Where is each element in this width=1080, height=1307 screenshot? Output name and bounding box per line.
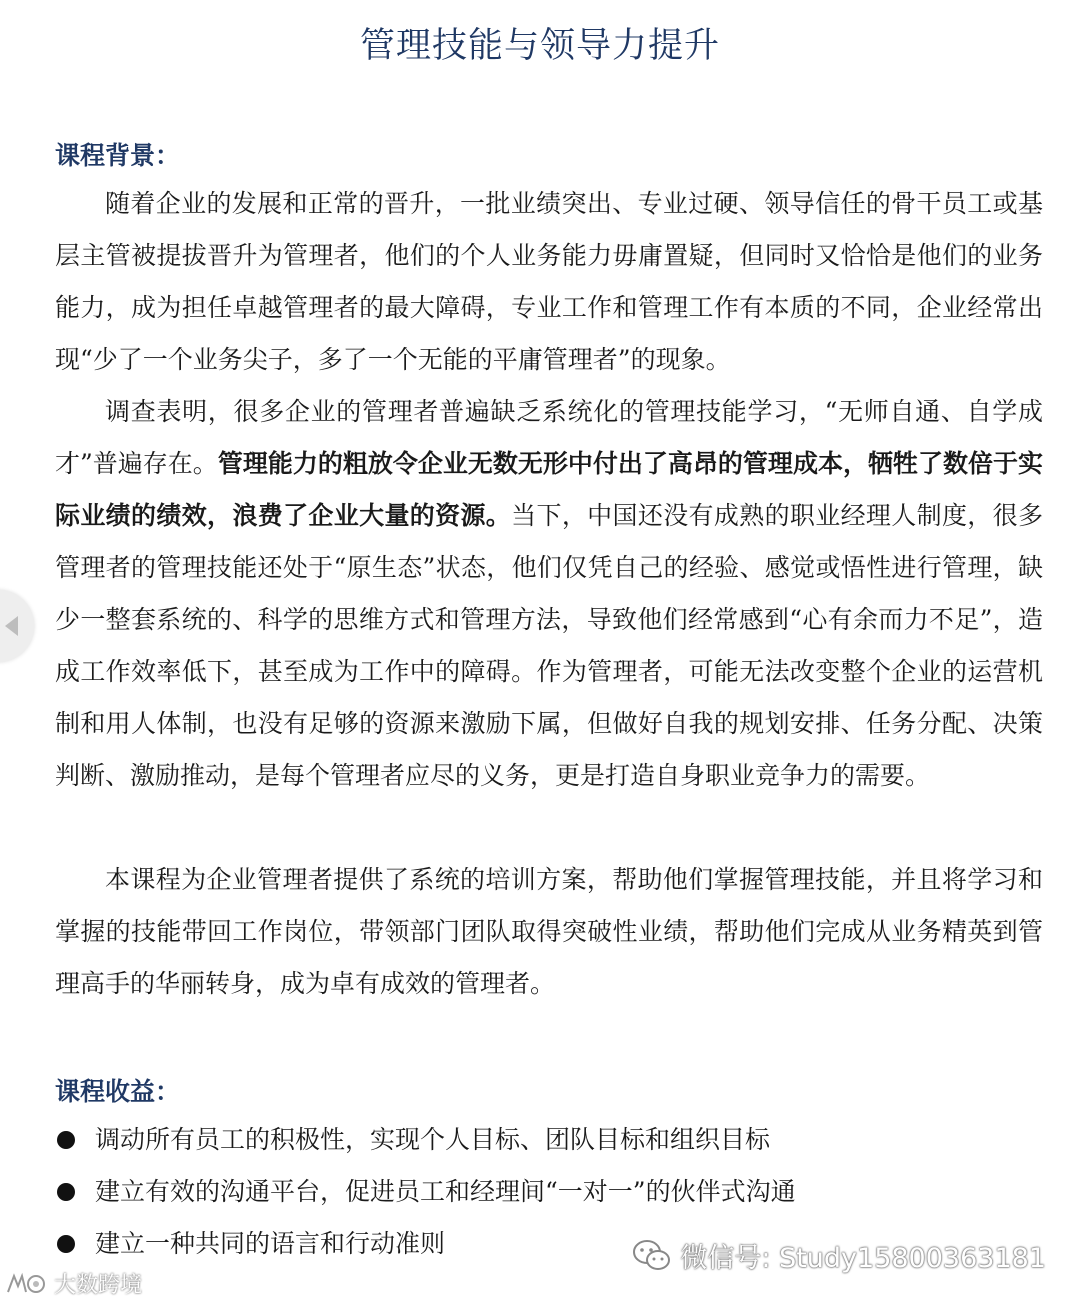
benefit-item [55,1114,796,1166]
benefit-text: 调动所有员工的积极性，实现个人目标、团队目标和组织目标 [95,1125,771,1154]
paragraph-2-intro: 调查表明，很多企业的管理者普遍缺乏系统化的管理技能学习，“无师自通、自学成才”普遍存在。 [55,397,1043,478]
brand-watermark [4,1268,142,1299]
background-heading: 课程背景： [55,141,181,170]
background-paragraph-2 [55,386,1043,802]
benefit-text: 建立有效的沟通平台，促进员工和经理间“一对一”的伙伴式沟通 [95,1177,796,1206]
benefits-heading: 课程收益： [55,1077,181,1106]
background-paragraph-3: 本课程为企业管理者提供了系统的培训方案，帮助他们掌握管理技能，并且将学习和掌握的技能带回工作岗位，带领部门团队取得突破性业绩，帮助他们完成从业务精英到管理高手的华丽转身，成为卓有成效的管理者。 [55,865,1043,998]
paragraph-2-emphasis: 管理能力的粗放令企业无数无形中付出了高昂的管理成本，牺牲了数倍于实际业绩的绩效，浪费了企业大量的资源。 [55,449,1043,530]
chevron-left-icon [5,616,18,636]
bullet-dot-icon [57,1183,75,1201]
bullet-dot-icon [57,1131,75,1149]
brand-text: 大数跨境 [54,1273,143,1298]
wechat-watermark [632,1236,1046,1275]
bullet-dot-icon [57,1235,75,1253]
wechat-icon [632,1239,672,1273]
background-paragraph-1: 随着企业的发展和正常的晋升，一批业绩突出、专业过硬、领导信任的骨干员工或基层主管被提拔晋升为管理者，他们的个人业务能力毋庸置疑，但同时又恰恰是他们的业务能力，成为担任卓越管理者的最大障碍，专业工作和管理工作有本质的不同，企业经常出现“少了一个业务尖子，多了一个无能的平庸管理者”的现象。 [55,189,1043,374]
watermark-text: 微信号: Study15800363181 [680,1243,1046,1274]
previous-page-button[interactable] [0,590,34,662]
page-title: 管理技能与领导力提升 [359,26,720,66]
paragraph-2-rest: 当下，中国还没有成熟的职业经理人制度，很多管理者的管理技能还处于“原生态”状态，他们仅凭自己的经验、感觉或悟性进行管理，缺少一整套系统的、科学的思维方式和管理方法，导致他们经常感到“心有余而力不足”，造成工作效率低下，甚至成为工作中的障碍。作为管理者，可能无法改变整个企业的运营机制和用人体制，也没有足够的资源来激励下属，但做好自我的规划安排、任务分配、决策判断、激励推动，是每个管理者应尽的义务，更是打造自身职业竞争力的需要。 [55,501,1043,790]
brand-logo-icon [4,1270,50,1298]
benefit-text: 建立一种共同的语言和行动准则 [95,1229,446,1258]
benefit-item [55,1166,796,1218]
